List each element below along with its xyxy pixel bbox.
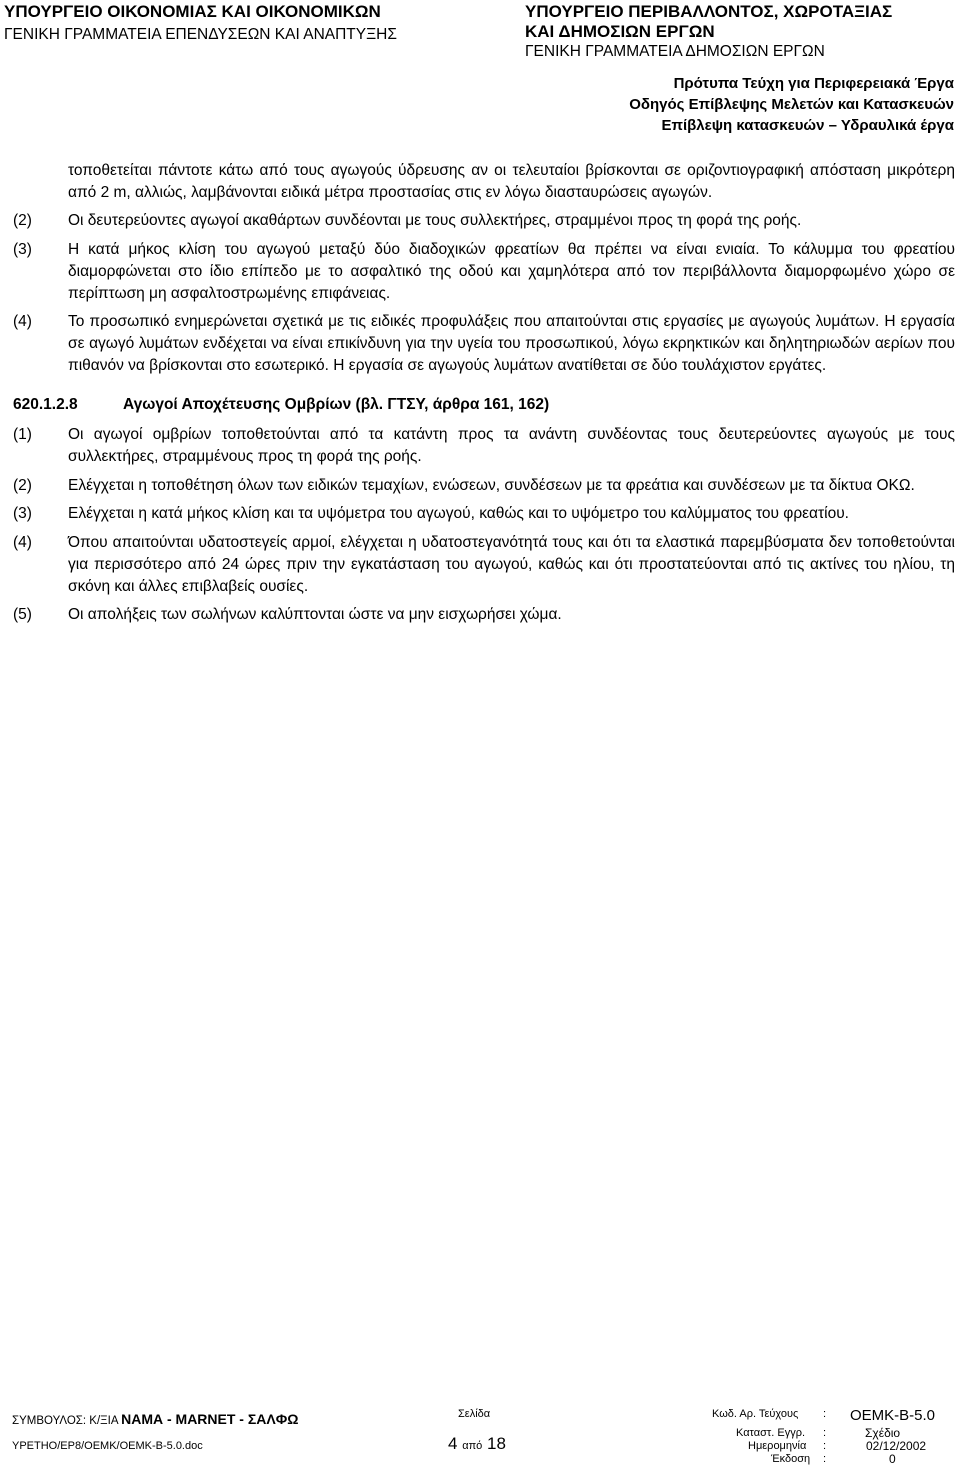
list-item <box>13 311 955 376</box>
section-heading <box>13 394 955 416</box>
status-label: Καταστ. Εγγρ. <box>736 1427 806 1439</box>
continuation-paragraph <box>13 160 955 203</box>
item-text: Ελέγχεται η κατά μήκος κλίση και τα υψόμετρα του αγωγού, καθώς και το υψόμετρο του καλύμματος του φρεατίου. <box>68 505 849 523</box>
list-item <box>13 210 955 232</box>
right-secretariat: ΓΕΝΙΚΗ ΓΡΑΜΜΑΤΕΙΑ ΔΗΜΟΣΙΩΝ ΕΡΓΩΝ <box>525 43 825 60</box>
date-label: Ημερομηνία <box>748 1440 807 1452</box>
date-value: 02/12/2002 <box>866 1439 927 1453</box>
status-colon: : <box>823 1427 827 1439</box>
item-number: (2) <box>13 476 32 494</box>
item-text: Οι απολήξεις των σωλήνων καλύπτονται ώστε να μην εισχωρήσει χώμα. <box>68 606 562 624</box>
list-item <box>13 604 955 626</box>
item-text: Οι αγωγοί ομβρίων τοποθετούνται από τα κατάντη προς τα ανάντη συνδέοντας τους δευτερεύοντες αγωγούς με τους συλλεκτήρες, στραμμένους προς τη φορά της ροής. <box>68 426 955 466</box>
item-number: (5) <box>13 606 32 624</box>
list-item <box>13 239 955 304</box>
subtitle-standard-docs: Πρότυπα Τεύχη για Περιφερειακά Έργα <box>673 75 954 92</box>
item-text: Όπου απαιτούνται υδατοστεγείς αρμοί, ελέγχεται η υδατοστεγανότητά τους και ότι τα ελαστικά παρεμβύσματα δεν τοποθετούνται για περισσότερο από 24 ώρες πριν την εγκατάσταση του αγωγού, καθώς και ότι προστατεύονται από τις ακτίνες του ηλίου, τη σκόνη και άλλες επιβλαβείς ουσίες. <box>68 534 955 595</box>
document-subtitles <box>629 73 954 136</box>
consultant-label: ΣΥΜΒΟΥΛΟΣ: Κ/ΞΙΑ <box>12 1415 118 1427</box>
code-label: Κωδ. Αρ. Τεύχους <box>712 1408 799 1420</box>
header-right <box>525 2 955 62</box>
list-item <box>13 532 955 597</box>
page-label: Σελίδα <box>458 1408 491 1420</box>
item-number: (4) <box>13 534 32 552</box>
section-title: Αγωγοί Αποχέτευσης Ομβρίων (βλ. ΓΤΣΥ, άρθρα 161, 162) <box>123 396 550 414</box>
item-number: (2) <box>13 212 32 230</box>
right-ministry-title-line2: ΚΑΙ ΔΗΜΟΣΙΩΝ ΕΡΓΩΝ <box>525 22 715 41</box>
document-body <box>13 160 955 633</box>
code-value: ΟΕΜΚ-Β-5.0 <box>850 1407 936 1424</box>
status-value: Σχέδιο <box>865 1426 901 1440</box>
subtitle-supervision: Επίβλεψη κατασκευών – Υδραυλικά έργα <box>661 117 954 134</box>
page-total: 18 <box>487 1434 506 1453</box>
right-ministry-title-line1: ΥΠΟΥΡΓΕΙΟ ΠΕΡΙΒΑΛΛΟΝΤΟΣ, ΧΩΡΟΤΑΞΙΑΣ <box>525 2 893 21</box>
code-colon: : <box>823 1408 827 1420</box>
list-item <box>13 424 955 467</box>
item-text: Οι δευτερεύοντες αγωγοί ακαθάρτων συνδέονται με τους συλλεκτήρες, στραμμένοι προς τη φορά της ροής. <box>68 212 802 230</box>
item-text: Το προσωπικό ενημερώνεται σχετικά με τις ειδικές προφυλάξεις που απαιτούνται στις εργασίες με αγωγούς λυμάτων. Η εργασία σε αγωγό λυμάτων ενδέχεται να είναι επικίνδυνη για την υγεία του προσωπικού, λόγω εκρηκτικών και δηλητηριωδών αερίων που πιθανόν να βρίσκονται στο εσωτερικό. Η εργασία σε αγωγούς λυμάτων ανατίθεται σε δύο τουλάχιστον εργάτες. <box>68 313 955 374</box>
paragraph-text: τοποθετείται πάντοτε κάτω από τους αγωγούς ύδρευσης αν οι τελευταίοι βρίσκονται σε οριζοντιογραφική απόσταση μικρότερη από 2 m, αλλιώς, λαμβάνονται ειδικά μέτρα προστασίας στις εν λόγω διασταυρώσεις αγωγών. <box>68 162 955 201</box>
edition-colon: : <box>823 1453 827 1465</box>
date-colon: : <box>823 1440 827 1452</box>
file-path: ΥΡΕΤΗΟ/ΕΡ8/ΟΕΜΚ/ΟΕΜΚ-Β-5.0.doc <box>12 1440 203 1452</box>
list-item <box>13 503 955 525</box>
left-secretariat: ΓΕΝΙΚΗ ΓΡΑΜΜΑΤΕΙΑ ΕΠΕΝΔΥΣΕΩΝ ΚΑΙ ΑΝΑΠΤΥΞΗΣ <box>4 26 397 43</box>
list-item <box>13 475 955 497</box>
left-ministry-title: ΥΠΟΥΡΓΕΙΟ ΟΙΚΟΝΟΜΙΑΣ ΚΑΙ ΟΙΚΟΝΟΜΙΚΩΝ <box>4 2 381 21</box>
item-number: (3) <box>13 241 32 259</box>
item-text: Ελέγχεται η τοποθέτηση όλων των ειδικών τεμαχίων, ενώσεων, συνδέσεων με τα φρεάτια και συνδέσεων με τα δίκτυα ΟΚΩ. <box>68 476 915 494</box>
page-current: 4 <box>448 1434 458 1453</box>
section-number: 620.1.2.8 <box>13 396 78 414</box>
edition-value: 0 <box>889 1452 896 1466</box>
page-footer <box>0 1400 960 1466</box>
header-left <box>4 2 474 45</box>
item-text: Η κατά μήκος κλίση του αγωγού μεταξύ δύο διαδοχικών φρεατίων θα πρέπει να είναι ενιαία. Το κάλυμμα του φρεατίου διαμορφώνεται στο ίδιο επίπεδο με το ασφαλτικό της οδού και χαμηλότερα από τον περιβάλλοντα διαμορφωμένο χώρο σε περίπτωση μη ασφαλτοστρωμένης επιφάνειας. <box>68 241 955 302</box>
subtitle-guide: Οδηγός Επίβλεψης Μελετών και Κατασκευών <box>629 96 954 113</box>
item-number: (4) <box>13 313 32 331</box>
page-of: από <box>462 1440 483 1452</box>
consultant-line <box>12 1411 298 1427</box>
consultant-name: ΝΑΜΑ - MARNET - ΣΑΛΦΩ <box>121 1411 299 1427</box>
item-number: (3) <box>13 505 32 523</box>
item-number: (1) <box>13 426 32 444</box>
edition-label: Έκδοση <box>771 1453 811 1465</box>
page-number <box>448 1434 506 1454</box>
